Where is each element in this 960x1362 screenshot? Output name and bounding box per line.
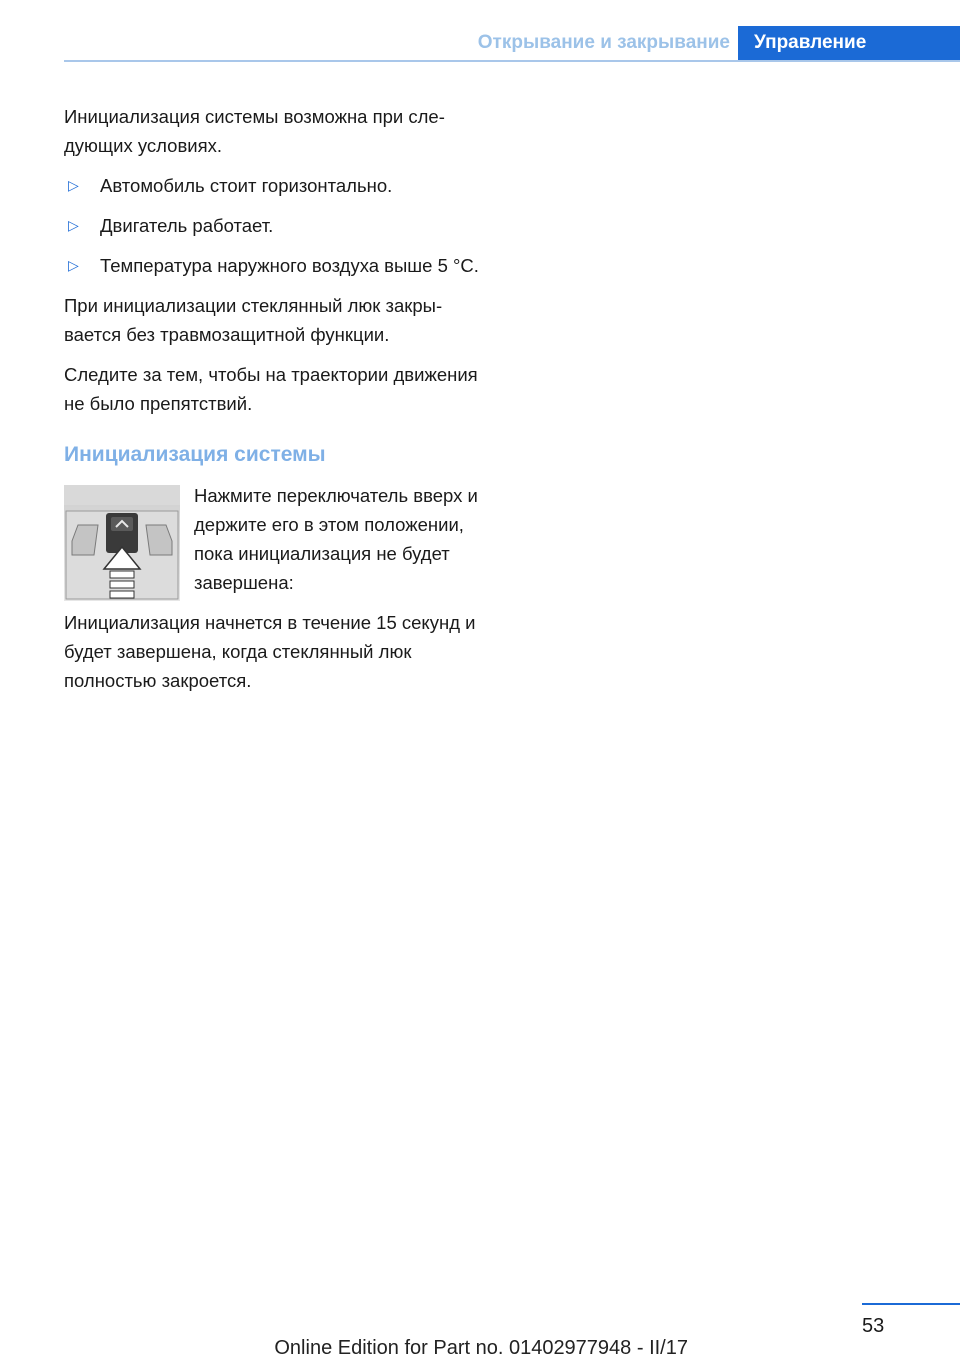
chapter-tab: Управление (738, 26, 960, 60)
intro-paragraph: Инициализация системы возможна при следующих условиях. (64, 106, 445, 156)
edition-note: Online Edition for Part no. 01402977948 - II/17 (274, 1337, 688, 1359)
obstacle-paragraph: Следите за тем, чтобы на траектории движения не было препятствий. (64, 364, 478, 414)
list-item-text: Двигатель работает. (100, 215, 274, 236)
step-initialization-duration: Инициализация начнется в течение 15 секунд и будет завершена, когда стеклянный люк полностью закроется. (64, 612, 476, 691)
footer-divider (862, 1303, 960, 1305)
roof-switch-push-up-icon (64, 485, 180, 601)
instruction-block (64, 481, 480, 695)
list-item (64, 251, 480, 280)
triangle-right-icon: ▷ (68, 217, 79, 233)
list-item (64, 211, 480, 240)
main-content (64, 102, 480, 706)
section-heading: Инициализация системы (64, 443, 326, 466)
list-item-text: Автомобиль стоит горизонтально. (100, 175, 393, 196)
section-title: Открывание и закрывание (477, 32, 730, 53)
step-press-switch: Нажмите переключатель вверх и держите его в этом положении, пока инициализация не будет завершена: (194, 485, 478, 593)
safety-paragraph: При инициализации стеклянный люк закрывается без травмозащитной функции. (64, 295, 443, 345)
page-header (64, 26, 960, 62)
triangle-right-icon: ▷ (68, 177, 79, 193)
triangle-right-icon: ▷ (68, 257, 79, 273)
list-item (64, 171, 480, 200)
header-divider (64, 60, 960, 62)
list-item-text: Температура наружного воздуха выше 5 °C. (100, 255, 479, 276)
page-number: 53 (862, 1315, 885, 1337)
